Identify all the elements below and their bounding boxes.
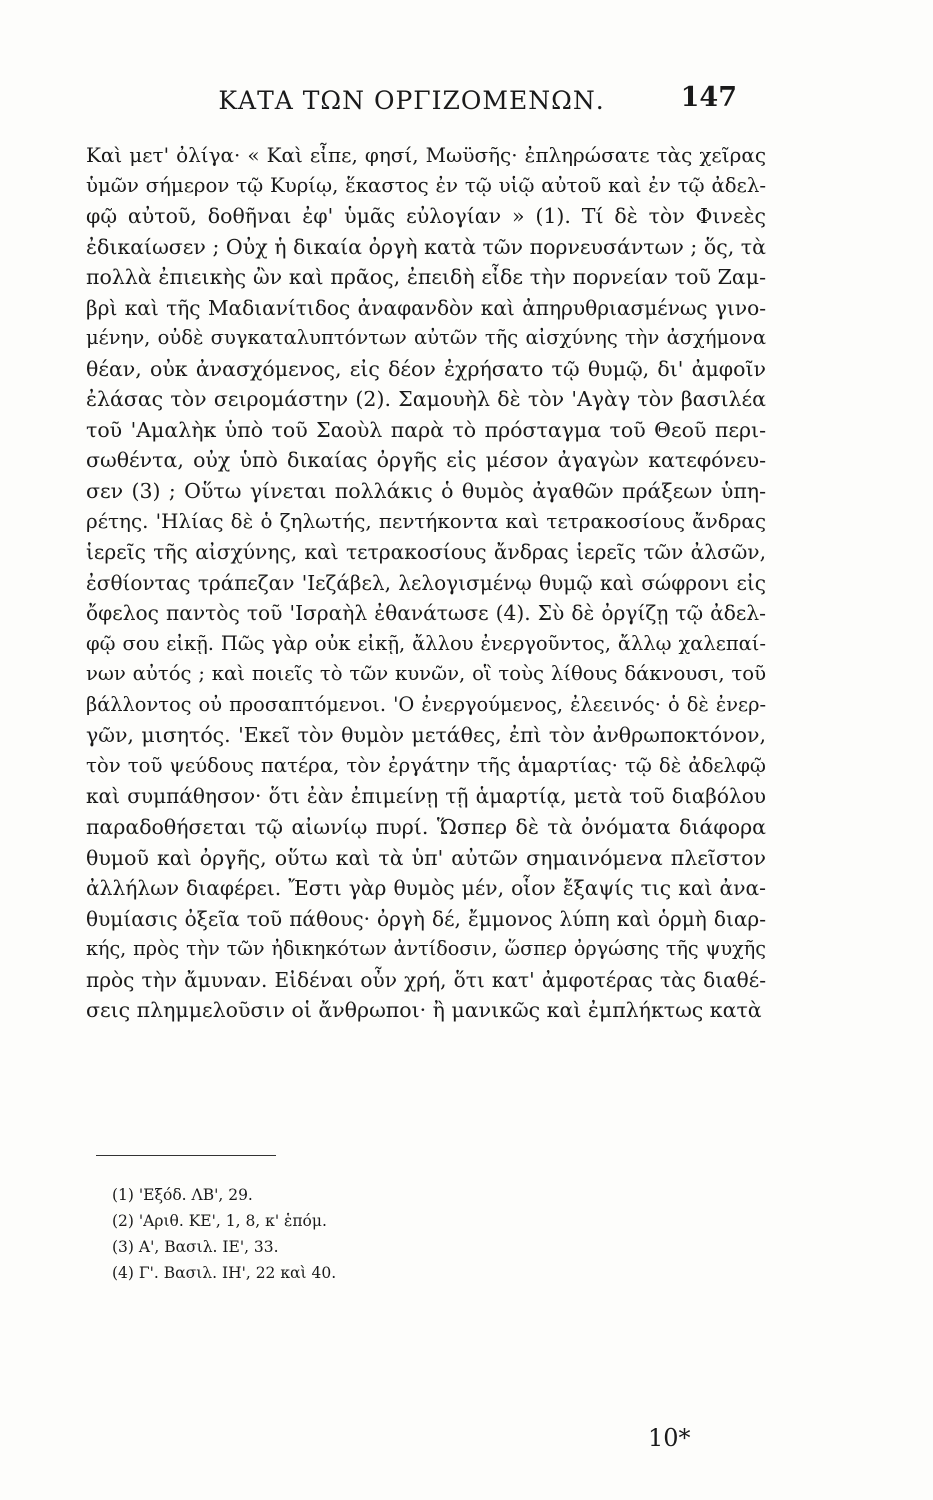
text-line: σωθέντα, οὐχ ὑπὸ δικαίας ὀργῆς εἰς μέσον ἀγαγὼν κατεφόνευ- [86,448,766,473]
text-line: ὑμῶν σήμερον τῷ Κυρίῳ, ἕκαστος ἐν τῷ υἱῷ αὐτοῦ καὶ ἐν τῷ ἀδελ- [86,173,766,197]
footnote: (3) Α', Βασιλ. ΙΕ', 33. [112,1238,279,1256]
text-line: θυμοῦ καὶ ὀργῆς, οὕτω καὶ τὰ ὑπ' αὐτῶν σημαινόμενα πλεῖστον [86,845,766,870]
text-line: ἐσθίοντας τράπεζαν 'Ιεζάβελ, λελογισμένῳ θυμῷ καὶ σώφρονι εἰς [86,570,766,595]
signature-mark: 10* [648,1424,691,1452]
text-line: μένην, οὐδὲ συγκαταλυπτόντων αὐτῶν τῆς αἰσχύνης τὴν ἀσχήμονα [86,326,766,350]
text-line: πρὸς τὴν ἄμυναν. Εἰδέναι οὖν χρή, ὅτι κατ' ἀμφοτέρας τὰς διαθέ- [86,967,766,992]
text-line: ρέτης. 'Ηλίας δὲ ὁ ζηλωτής, πεντήκοντα καὶ τετρακοσίους ἄνδρας [86,509,766,533]
text-line: βάλλοντος οὐ προσαπτόμενοι. 'Ο ἐνεργούμενος, ἐλεεινός· ὁ δὲ ἐνερ- [86,692,766,716]
text-line: ἐλάσας τὸν σειρομάστην (2). Σαμουὴλ δὲ τὸν 'Αγὰγ τὸν βασιλέα [86,387,766,412]
page-number: 147 [680,82,737,113]
text-line: παραδοθήσεται τῷ αἰωνίῳ πυρί. Ὥσπερ δὲ τὰ ὀνόματα διάφορα [86,815,766,840]
text-line: ὄφελος παντὸς τοῦ 'Ισραὴλ ἐθανάτωσε (4). Σὺ δὲ ὀργίζῃ τῷ ἀδελ- [86,601,766,626]
text-line: βρὶ καὶ τῆς Μαδιανίτιδος ἀναφανδὸν καὶ ἀπηρυθριασμένως γινο- [86,295,766,320]
text-line: νων αὐτός ; καὶ ποιεῖς τὸ τῶν κυνῶν, οἳ τοὺς λίθους δάκνουσι, τοῦ [86,662,766,686]
text-line: γῶν, μισητός. 'Εκεῖ τὸν θυμὸν μετάθες, ἐπὶ τὸν ἀνθρωποκτόνον, [86,723,766,748]
text-line: ἀλλήλων διαφέρει. Ἔστι γὰρ θυμὸς μέν, οἷον ἔξαψίς τις καὶ ἀνα- [86,876,766,901]
text-line: φῷ σου εἰκῇ. Πῶς γὰρ οὐκ εἰκῇ, ἄλλου ἐνεργοῦντος, ἄλλῳ χαλεπαί- [86,631,766,655]
running-head [84,82,739,122]
text-line: θυμίασις ὀξεῖα τοῦ πάθους· ὀργὴ δέ, ἔμμονος λύπη καὶ ὁρμὴ διαρ- [86,906,766,931]
text-line: ἐδικαίωσεν ; Οὐχ ἡ δικαία ὀργὴ κατὰ τῶν πορνευσάντων ; ὅς, τὰ [86,234,766,259]
footnote-rule [96,1155,276,1156]
text-line: σεν (3) ; Οὕτω γίνεται πολλάκις ὁ θυμὸς ἀγαθῶν πράξεων ὑπη- [86,479,766,504]
footnotes [112,1182,512,1286]
text-line: πολλὰ ἐπιεικὴς ὢν καὶ πρᾶος, ἐπειδὴ εἶδε τὴν πορνείαν τοῦ Ζαμ- [86,265,766,290]
text-line: ἱερεῖς τῆς αἰσχύνης, καὶ τετρακοσίους ἄνδρας ἱερεῖς τῶν ἀλσῶν, [86,540,766,565]
text-line: θέαν, οὐκ ἀνασχόμενος, εἰς δέον ἐχρήσατο τῷ θυμῷ, δι' ἀμφοῖν [86,356,766,381]
main-text [86,140,766,1026]
text-line: τὸν τοῦ ψεύδους πατέρα, τὸν ἐργάτην τῆς ἁμαρτίας· τῷ δὲ ἀδελφῷ [86,753,766,777]
text-line: τοῦ 'Αμαλὴκ ὑπὸ τοῦ Σαοὺλ παρὰ τὸ πρόσταγμα τοῦ Θεοῦ περι- [86,417,766,442]
footnote: (4) Γ'. Βασιλ. ΙΗ', 22 καὶ 40. [112,1264,337,1282]
footnote: (1) 'Εξόδ. ΛΒ', 29. [112,1186,253,1204]
text-line: καὶ συμπάθησον· ὅτι ἐὰν ἐπιμείνῃ τῇ ἁμαρτίᾳ, μετὰ τοῦ διαβόλου [86,784,766,809]
text-line: φῷ αὐτοῦ, δοθῆναι ἐφ' ὑμᾶς εὐλογίαν » (1). Τί δὲ τὸν Φινεὲς [86,204,766,229]
running-title: ΚΑΤΑ ΤΩΝ ΟΡΓΙΖΟΜΕΝΩΝ. [218,86,605,115]
text-line: Καὶ μετ' ὀλίγα· « Καὶ εἶπε, φησί, Μωϋσῆς· ἐπληρώσατε τὰς χεῖρας [86,143,766,167]
footnote: (2) 'Αριθ. ΚΕ', 1, 8, κ' ἑπόμ. [112,1212,327,1230]
text-line: κής, πρὸς τὴν τῶν ἠδικηκότων ἀντίδοσιν, ὥσπερ ὀργώσης τῆς ψυχῆς [86,937,766,961]
text-line: σεις πλημμελοῦσιν οἱ ἄνθρωποι· ἢ μανικῶς καὶ ἐμπλήκτως κατὰ [86,998,762,1023]
